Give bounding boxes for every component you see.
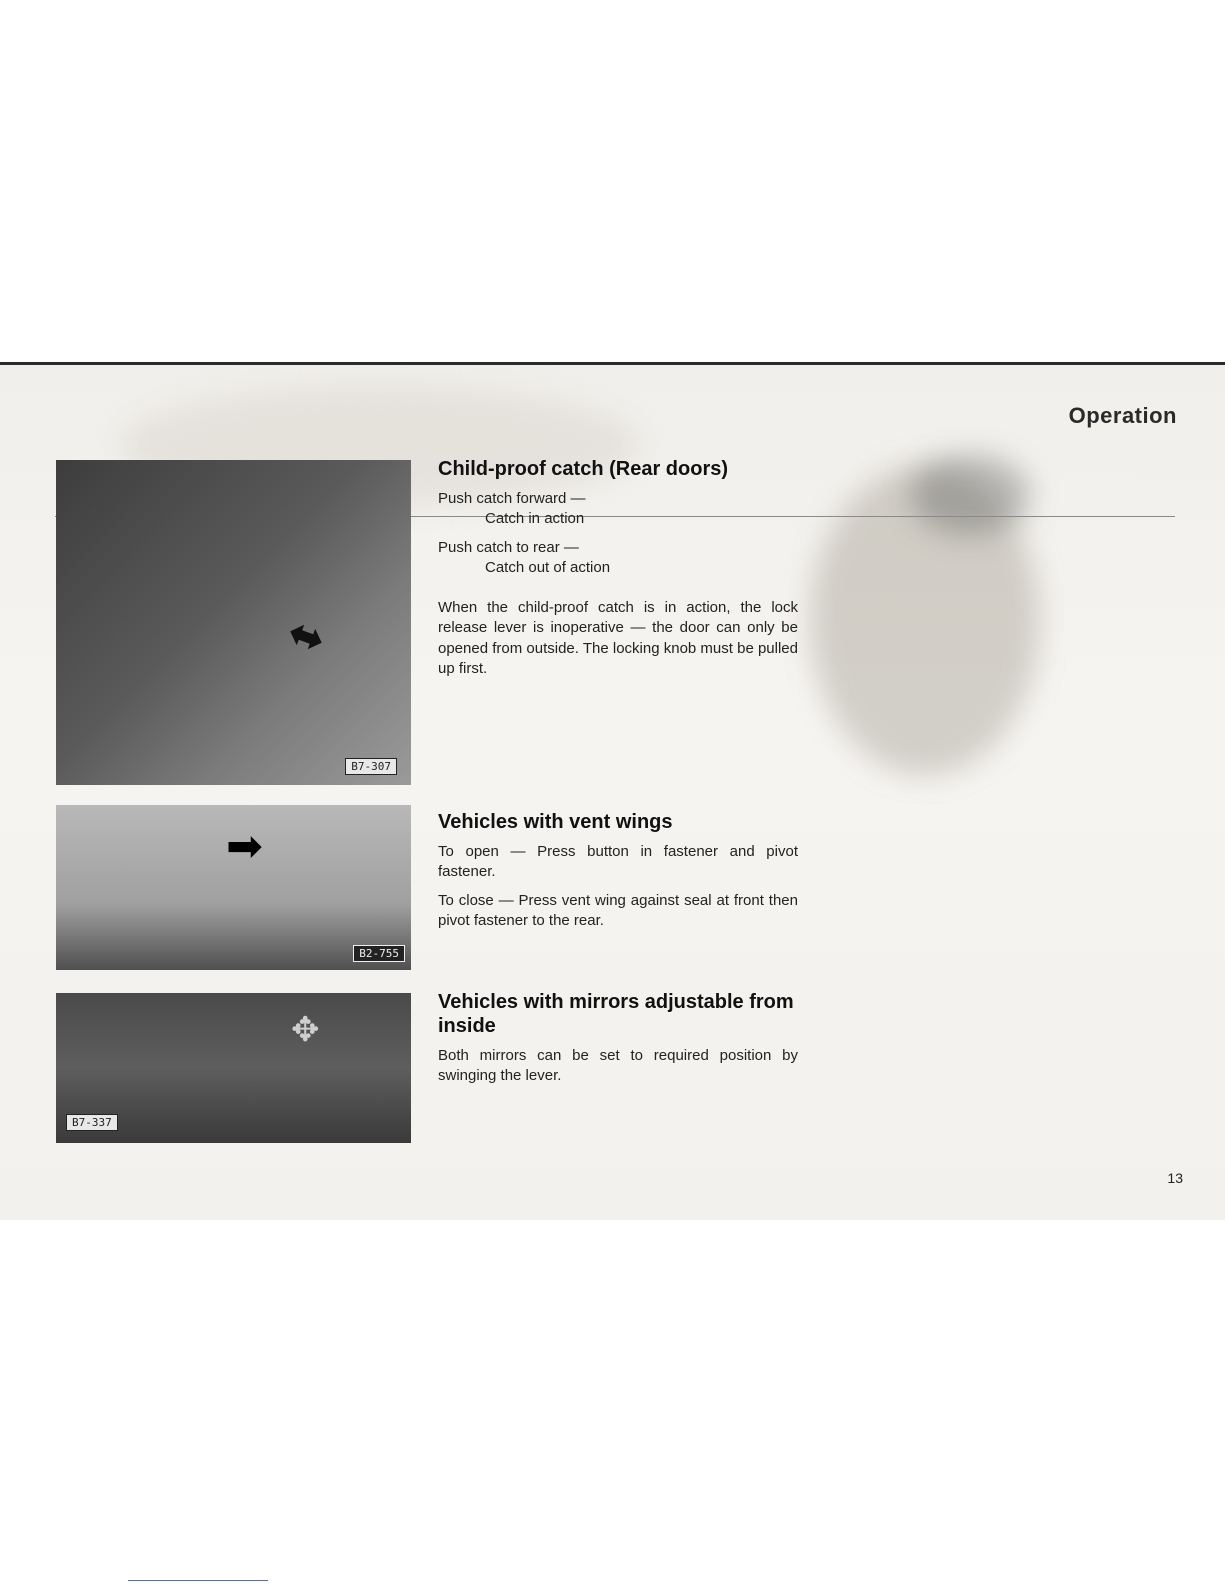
vent-wings-title: Vehicles with vent wings (438, 811, 673, 833)
catch-rear-text: Push catch to rear — (438, 538, 579, 556)
page-stain (910, 455, 1030, 535)
footer-divider (128, 1580, 268, 1581)
section-heading: Operation (1068, 403, 1177, 428)
figure-code: B2-755 (353, 945, 405, 962)
page-number: 13 (1167, 1170, 1183, 1186)
mirrors-text: Both mirrors can be set to required position by swinging the lever. (438, 1047, 798, 1085)
vent-wings-section (438, 810, 798, 939)
catch-rear-result: Catch out of action (485, 558, 611, 576)
vent-open-text: To open — Press button in fastener and pivot fastener. (438, 843, 798, 881)
figure-vent-wing-fastener (56, 805, 411, 970)
manual-page-scan (0, 362, 1225, 1220)
figure-code: B7-337 (66, 1114, 118, 1131)
child-catch-title: Child-proof catch (Rear doors) (438, 458, 729, 480)
arrows-icon: ✥ (291, 1011, 320, 1049)
figure-code: B7-307 (345, 758, 397, 775)
mirrors-section (438, 990, 798, 1095)
arrow-icon: ⬌ (280, 607, 333, 666)
child-catch-paragraph: When the child-proof catch is in action, the lock release lever is inoperative — the door can only be opened from outside. The locking knob must be pulled up first. (438, 599, 798, 677)
figure-mirror-lever (56, 993, 411, 1143)
catch-forward-result: Catch in action (485, 510, 585, 528)
vent-close-text: To close — Press vent wing against seal at front then pivot fastener to the rear. (438, 891, 798, 929)
mirrors-title: Vehicles with mirrors adjustable from inside (438, 991, 794, 1037)
catch-forward-text: Push catch forward — (438, 490, 586, 507)
figure-child-proof-catch (56, 460, 411, 785)
child-catch-section (438, 457, 798, 687)
arrow-icon: ➡ (226, 822, 263, 871)
